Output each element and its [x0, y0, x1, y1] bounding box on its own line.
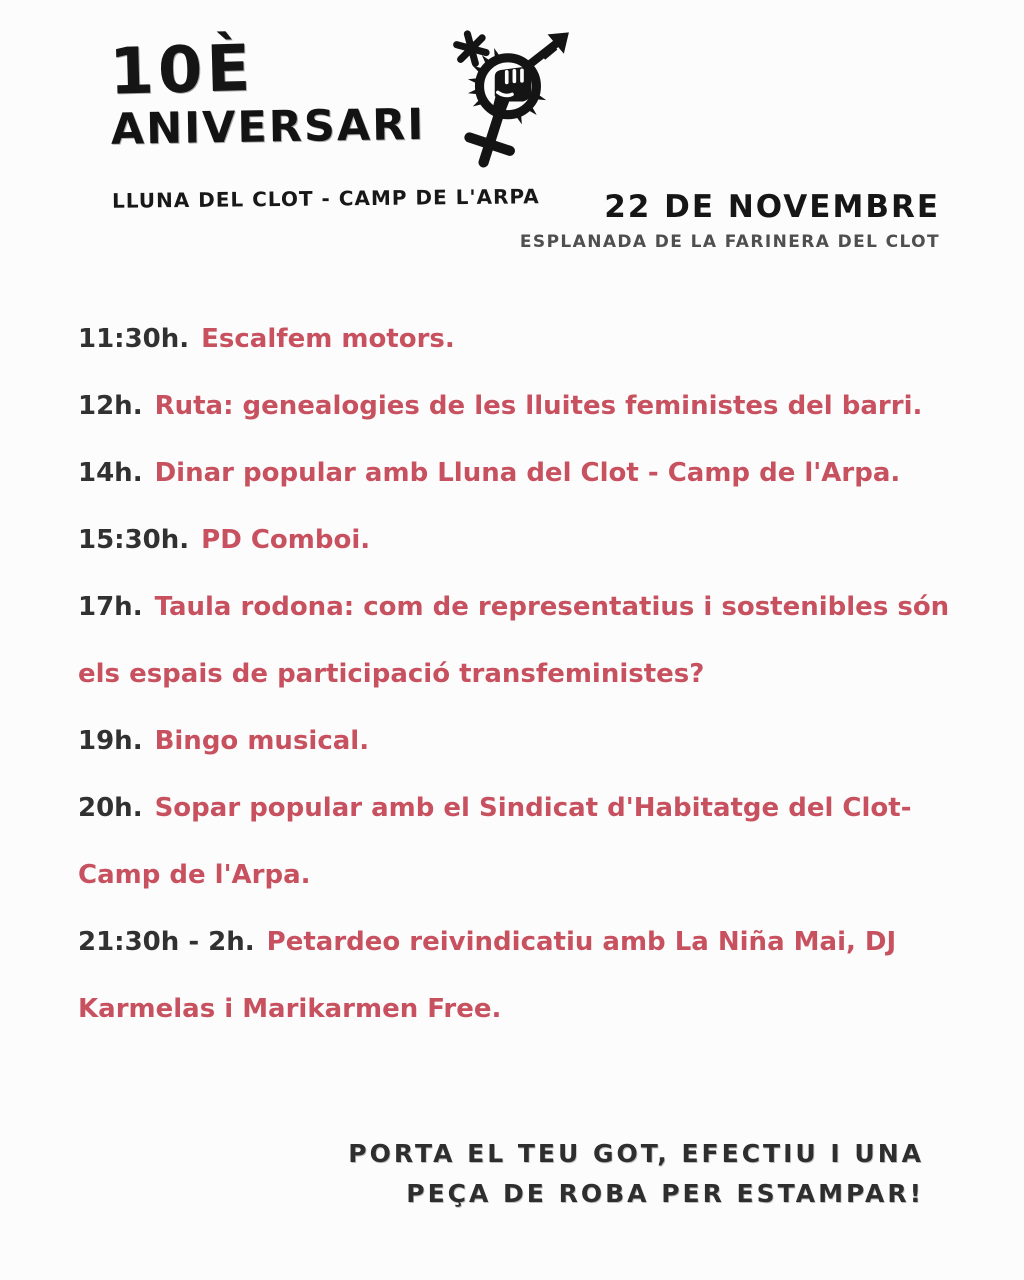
schedule-item	[78, 306, 958, 373]
collective-name: LLUNA DEL CLOT - CAMP DE L'ARPA	[111, 184, 540, 213]
footer-note: PORTA EL TEU GOT, EFECTIU I UNA PEÇA DE ROBA PER ESTAMPAR!	[348, 1139, 924, 1208]
anniversary-word: ANIVERSARI	[110, 99, 426, 155]
schedule-time: 19h.	[78, 726, 143, 756]
schedule-time: 12h.	[78, 391, 143, 421]
schedule-item	[78, 775, 958, 909]
schedule-time: 17h.	[78, 592, 143, 622]
anniversary-logo	[109, 31, 472, 153]
schedule-activity: Sopar popular amb el Sindicat d'Habitatge del Clot-Camp de l'Arpa.	[78, 793, 912, 890]
schedule-item	[78, 574, 958, 708]
transfeminist-fist-icon	[447, 30, 575, 178]
schedule-activity: Petardeo reivindicatiu amb La Niña Mai, DJ Karmelas i Marikarmen Free.	[78, 927, 897, 1024]
schedule-item	[78, 708, 958, 775]
schedule-activity: Bingo musical.	[154, 726, 370, 756]
schedule-list	[78, 306, 958, 1043]
schedule-time: 20h.	[78, 793, 143, 823]
schedule-item	[78, 373, 958, 440]
schedule-activity: Taula rodona: com de representatius i sostenibles són els espais de participació transfeministes?	[78, 592, 950, 689]
event-location: ESPLANADA DE LA FARINERA DEL CLOT	[519, 232, 940, 253]
event-date: 22 DE NOVEMBRE	[604, 189, 940, 225]
schedule-time: 11:30h.	[78, 324, 190, 354]
schedule-item	[78, 909, 958, 1043]
schedule-time: 14h.	[78, 458, 143, 488]
event-when-block	[380, 190, 940, 252]
schedule-item	[78, 507, 958, 574]
schedule-time: 15:30h.	[78, 525, 190, 555]
schedule-activity: Escalfem motors.	[201, 324, 455, 354]
schedule-time: 21:30h - 2h.	[78, 927, 255, 957]
schedule-activity: PD Comboi.	[201, 525, 371, 555]
schedule-activity: Ruta: genealogies de les lluites feministes del barri.	[154, 391, 923, 421]
anniversary-number: 10È	[108, 31, 256, 110]
schedule-item	[78, 440, 958, 507]
schedule-activity: Dinar popular amb Lluna del Clot - Camp de l'Arpa.	[154, 458, 901, 488]
